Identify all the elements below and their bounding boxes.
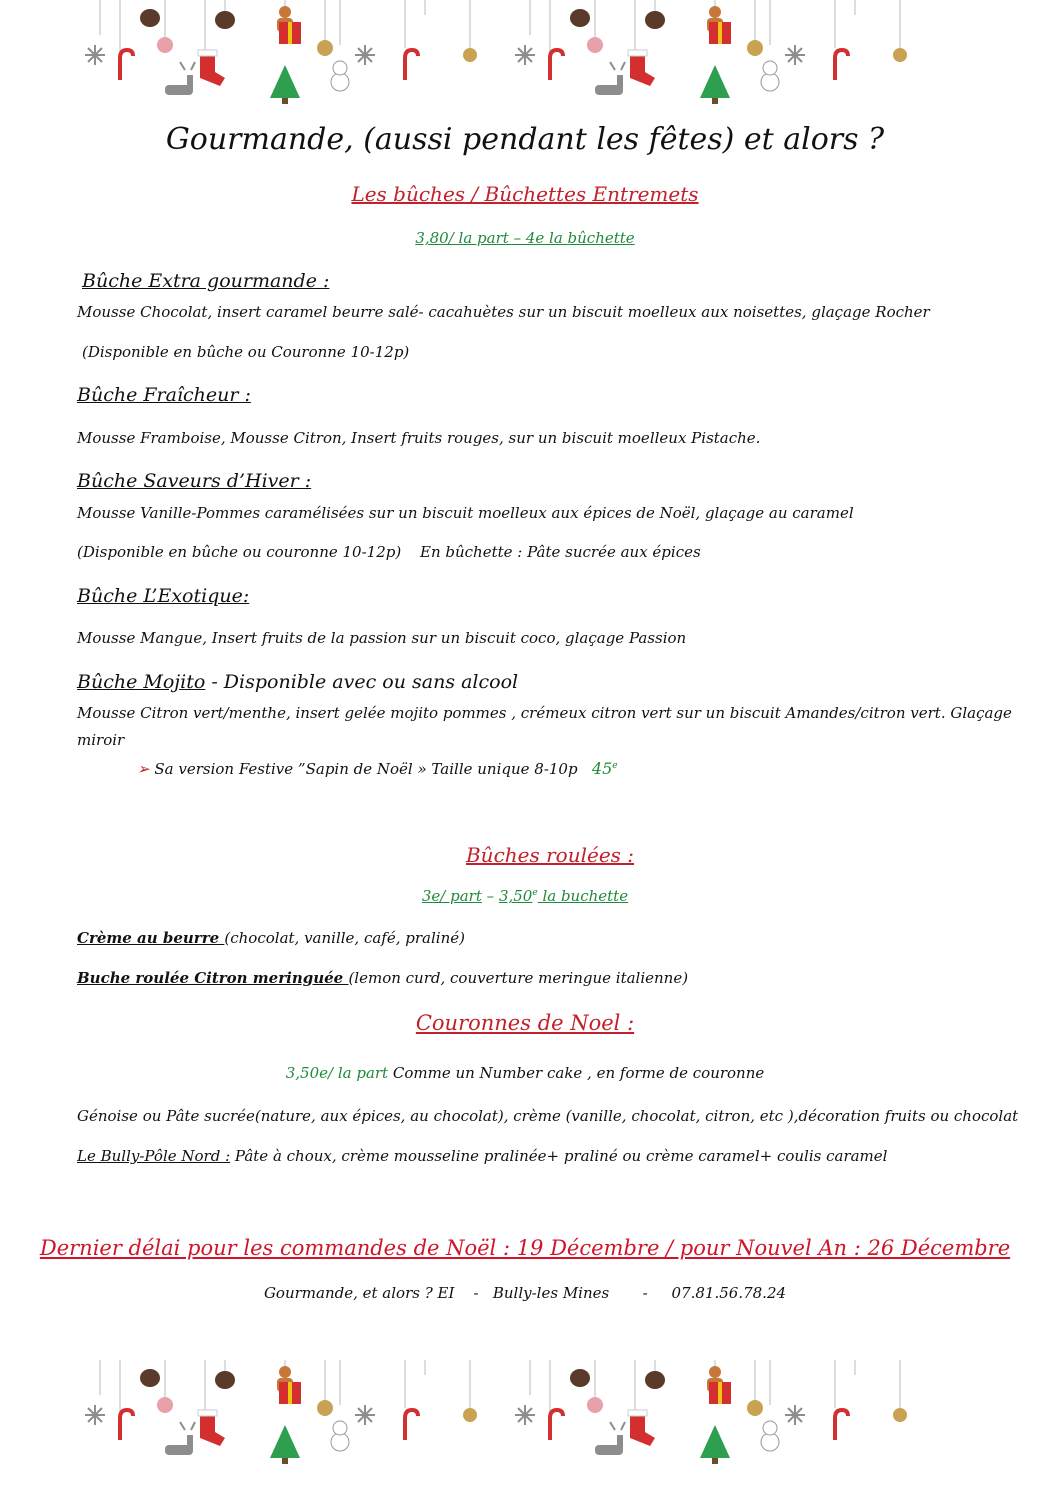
item-title-exotique: Bûche L’Exotique: bbox=[77, 585, 250, 607]
price-couronnes-desc: Comme un Number cake , en forme de couronne bbox=[388, 1064, 765, 1082]
item-title-saveurs-hiver: Bûche Saveurs d’Hiver : bbox=[77, 470, 312, 492]
footer-sep-2: - bbox=[642, 1284, 648, 1302]
item-desc-exotique: Mousse Mangue, Insert fruits de la passion sur un biscuit coco, glaçage Passion bbox=[77, 629, 687, 647]
desc-couronnes: Génoise ou Pâte sucrée(nature, aux épices, au chocolat), crème (vanille, chocolat, citron, etc ),décoration fruits ou chocolat bbox=[77, 1107, 1019, 1125]
christmas-garland-top bbox=[75, 0, 935, 110]
footer-contact bbox=[0, 1284, 1050, 1302]
item-title-citron-meringuee: Buche roulée Citron meringuée bbox=[77, 969, 349, 987]
item-desc-creme-beurre: (chocolat, vanille, café, praliné) bbox=[224, 929, 465, 947]
item-title-bully: Le Bully-Pôle Nord : bbox=[77, 1147, 231, 1165]
price-buches: 3,80/ la part – 4e la bûchette bbox=[415, 229, 635, 247]
reindeer-icon bbox=[165, 62, 195, 95]
item-bully-pole-nord bbox=[77, 1147, 887, 1165]
snowman-icon bbox=[331, 61, 349, 91]
price-roulees-label: la buchette bbox=[537, 887, 629, 905]
page-title: Gourmande, (aussi pendant les fêtes) et alors ? bbox=[165, 122, 885, 157]
stocking-icon bbox=[198, 50, 225, 86]
item-creme-beurre bbox=[77, 929, 465, 947]
item-note-saveurs-hiver: (Disponible en bûche ou couronne 10-12p) bbox=[77, 543, 402, 561]
item-title-extra-gourmande: Bûche Extra gourmande : bbox=[82, 270, 330, 292]
item-desc-fraicheur: Mousse Framboise, Mousse Citron, Insert fruits rouges, sur un biscuit moelleux Pistache. bbox=[77, 429, 761, 447]
section-title-buches: Les bûches / Bûchettes Entremets bbox=[351, 182, 699, 206]
footer-town: Bully-les Mines bbox=[492, 1284, 610, 1302]
item-desc-mojito: Mousse Citron vert/menthe, insert gelée mojito pommes , crémeux citron vert sur un biscuit Amandes/citron vert. Glaçage bbox=[77, 704, 1012, 722]
price-couronnes bbox=[0, 1064, 1050, 1082]
item-desc-bully: Pâte à choux, crème mousseline pralinée+ praliné ou crème caramel+ coulis caramel bbox=[230, 1147, 888, 1165]
price-couronnes-value: 3,50e/ la part bbox=[285, 1064, 389, 1082]
christmas-garland-bottom bbox=[75, 1360, 935, 1470]
price-roulees-sup: e bbox=[532, 888, 538, 898]
footer-name: Gourmande, et alors ? EI bbox=[263, 1284, 455, 1302]
item-desc-saveurs-hiver: Mousse Vanille-Pommes caramélisées sur un biscuit moelleux aux épices de Noël, glaçage au caramel bbox=[77, 504, 854, 522]
footer-sep-1: - bbox=[473, 1284, 479, 1302]
item-desc-citron-meringuee: (lemon curd, couverture meringue italienne) bbox=[348, 969, 689, 987]
price-roulees-buchette: 3,50 bbox=[498, 887, 533, 905]
bullet-text-sapin: Sa version Festive ”Sapin de Noël » Taille unique 8-10p bbox=[154, 760, 578, 778]
bullet-price-sup: e bbox=[612, 761, 618, 771]
arrow-bullet-icon: ➢ bbox=[137, 760, 150, 778]
item-desc-extra-gourmande: Mousse Chocolat, insert caramel beurre salé- cacahuètes sur un biscuit moelleux aux noisettes, glaçage Rocher bbox=[77, 303, 930, 321]
tree-icon bbox=[270, 65, 300, 104]
item-desc2-mojito: miroir bbox=[77, 731, 125, 749]
gift-icon bbox=[279, 22, 301, 44]
price-roulees-part: 3e/ part bbox=[421, 887, 482, 905]
item-title-mojito: Bûche Mojito bbox=[77, 671, 206, 693]
item-title-creme-beurre: Crème au beurre bbox=[77, 929, 225, 947]
pinecone-icon bbox=[140, 9, 235, 29]
item-note-extra-gourmande: (Disponible en bûche ou Couronne 10-12p) bbox=[82, 343, 410, 361]
item-suffix-mojito: - Disponible avec ou sans alcool bbox=[205, 671, 519, 693]
item-bullet-mojito bbox=[137, 759, 618, 778]
item-citron-meringuee bbox=[77, 969, 688, 987]
item-title-fraicheur: Bûche Fraîcheur : bbox=[77, 384, 251, 406]
price-roulees bbox=[0, 887, 1050, 905]
section-title-roulees: Bûches roulées : bbox=[465, 843, 635, 867]
footer-phone: 07.81.56.78.24 bbox=[671, 1284, 787, 1302]
price-roulees-sep: – bbox=[481, 887, 499, 905]
bullet-price-sapin: 45 bbox=[591, 759, 613, 778]
order-deadline: Dernier délai pour les commandes de Noël : 19 Décembre / pour Nouvel An : 26 Décembre bbox=[39, 1236, 1011, 1260]
section-title-couronnes: Couronnes de Noel : bbox=[415, 1011, 635, 1035]
item-note2-saveurs-hiver: En bûchette : Pâte sucrée aux épices bbox=[420, 543, 701, 561]
item-title-mojito-line bbox=[77, 671, 518, 693]
